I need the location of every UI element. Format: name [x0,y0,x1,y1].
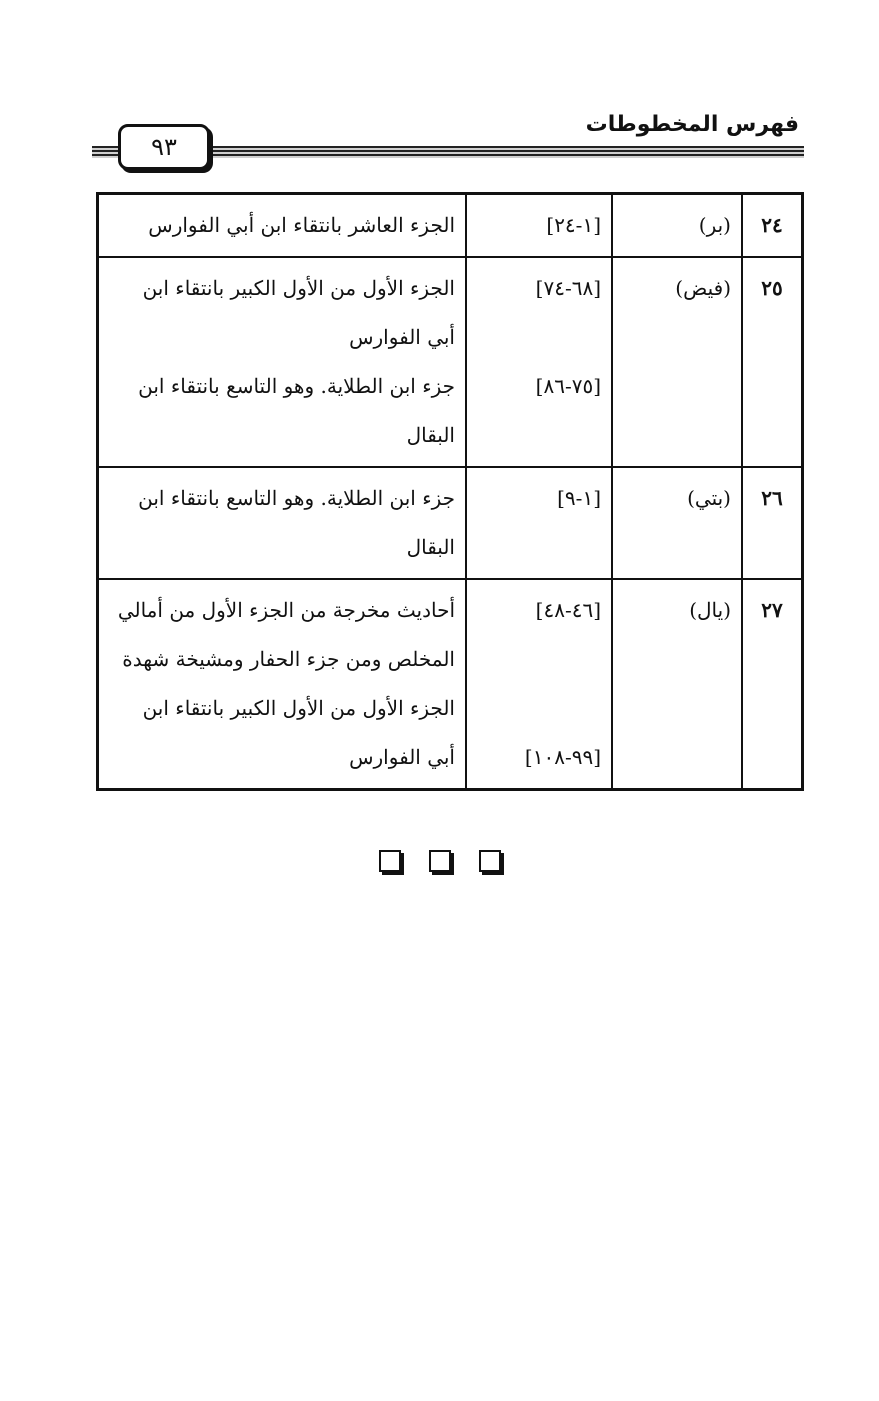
entry-number: ٢٥ [742,257,803,467]
title-text: جزء ابن الطلاية. وهو التاسع بانتقاء ابن البقال [138,486,455,559]
entry-code: (بر) [612,194,742,258]
entry-title [98,579,467,790]
square-ornament-icon [429,850,451,872]
entry-number: ٢٦ [742,467,803,579]
entry-range [466,467,612,579]
range-value: [٦٨-٧٤] [535,276,601,300]
range-value: [٧٥-٨٦] [535,374,601,398]
table-row [98,257,803,467]
square-ornament-icon [479,850,501,872]
entry-range [466,194,612,258]
entry-range [466,257,612,467]
title-text: الجزء الأول من الأول الكبير بانتقاء ابن أبي الفوارس [142,696,455,769]
range-value: [٤٦-٤٨] [535,598,601,622]
entry-range [466,579,612,790]
section-end-ornament [0,850,879,872]
page-title: فهرس المخطوطات [585,112,799,137]
entry-title [98,194,467,258]
manuscript-index-table [96,192,804,791]
page-number: ٩٣ [118,124,210,170]
range-value: [١-٩] [557,486,601,510]
range-value: [٩٩-١٠٨] [524,745,601,769]
entry-title [98,467,467,579]
table-row [98,467,803,579]
entry-title [98,257,467,467]
entry-code: (فيض) [612,257,742,467]
title-text: الجزء العاشر بانتقاء ابن أبي الفوارس [148,213,455,237]
table-row [98,194,803,258]
entry-number: ٢٤ [742,194,803,258]
entry-code: (يال) [612,579,742,790]
table-row [98,579,803,790]
title-text: الجزء الأول من الأول الكبير بانتقاء ابن أبي الفوارس [142,276,455,349]
square-ornament-icon [379,850,401,872]
title-text: أحاديث مخرجة من الجزء الأول من أمالي المخلص ومن جزء الحفار ومشيخة شهدة [117,598,455,671]
entry-number: ٢٧ [742,579,803,790]
range-value: [١-٢٤] [546,213,601,237]
title-text: جزء ابن الطلاية. وهو التاسع بانتقاء ابن البقال [138,374,455,447]
entry-code: (بتي) [612,467,742,579]
